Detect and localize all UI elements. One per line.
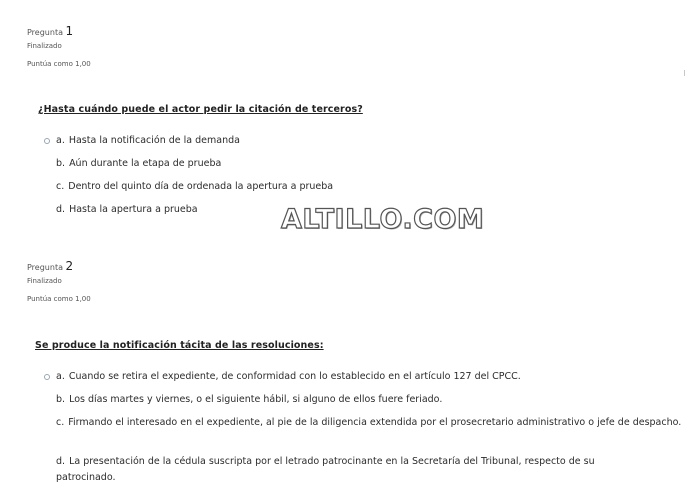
question-status: Finalizado	[27, 277, 62, 285]
question-label: Pregunta	[27, 263, 63, 272]
answer-text: Dentro del quinto día de ordenada la apertura a prueba	[68, 181, 334, 192]
question-1-header	[27, 24, 73, 38]
question-score: Puntúa como 1,00	[27, 295, 91, 303]
question-number: 1	[65, 24, 74, 38]
answer-letter: d.	[56, 204, 66, 215]
answer-radio-a[interactable]	[44, 374, 50, 380]
answer-option-d[interactable]	[56, 202, 198, 218]
question-text: Se produce la notificación tácita de las resoluciones:	[35, 340, 324, 351]
answer-text: Aún durante la etapa de prueba	[69, 158, 222, 169]
answer-letter: a.	[56, 371, 65, 382]
answer-option-d[interactable]	[56, 454, 626, 486]
question-status: Finalizado	[27, 42, 62, 50]
answer-letter: b.	[56, 394, 66, 405]
answer-option-b[interactable]	[56, 392, 656, 408]
answer-text: Cuando se retira el expediente, de conformidad con lo establecido en el artículo 127 del CPCC.	[68, 371, 521, 382]
question-label: Pregunta	[27, 28, 63, 37]
answer-text: Hasta la apertura a prueba	[69, 204, 198, 215]
scroll-edge-mark	[684, 70, 685, 76]
answer-letter: d.	[56, 456, 66, 467]
answer-option-c[interactable]	[56, 415, 686, 431]
question-text: ¿Hasta cuándo puede el actor pedir la citación de terceros?	[38, 104, 363, 115]
answer-option-a[interactable]	[56, 133, 240, 149]
answer-letter: c.	[56, 181, 65, 192]
answer-radio-a[interactable]	[44, 138, 50, 144]
answer-option-c[interactable]	[56, 179, 333, 195]
watermark-logo: ALTILLO.COM	[281, 204, 485, 235]
question-score: Puntúa como 1,00	[27, 60, 91, 68]
answer-option-b[interactable]	[56, 156, 221, 172]
answer-letter: a.	[56, 135, 65, 146]
question-2-header	[27, 259, 73, 273]
answer-text: La presentación de la cédula suscripta por el letrado patrocinante en la Secretaría del Tribunal, respecto de su patrocinado.	[56, 456, 595, 483]
answer-letter: c.	[56, 417, 65, 428]
answer-letter: b.	[56, 158, 66, 169]
question-number: 2	[65, 259, 74, 273]
answer-option-a[interactable]	[56, 369, 656, 385]
answer-text: Firmando el interesado en el expediente, al pie de la diligencia extendida por el prosecretario administrativo o jefe de despacho.	[68, 417, 682, 428]
answer-text: Los días martes y viernes, o el siguiente hábil, si alguno de ellos fuere feriado.	[69, 394, 443, 405]
answer-text: Hasta la notificación de la demanda	[68, 135, 240, 146]
